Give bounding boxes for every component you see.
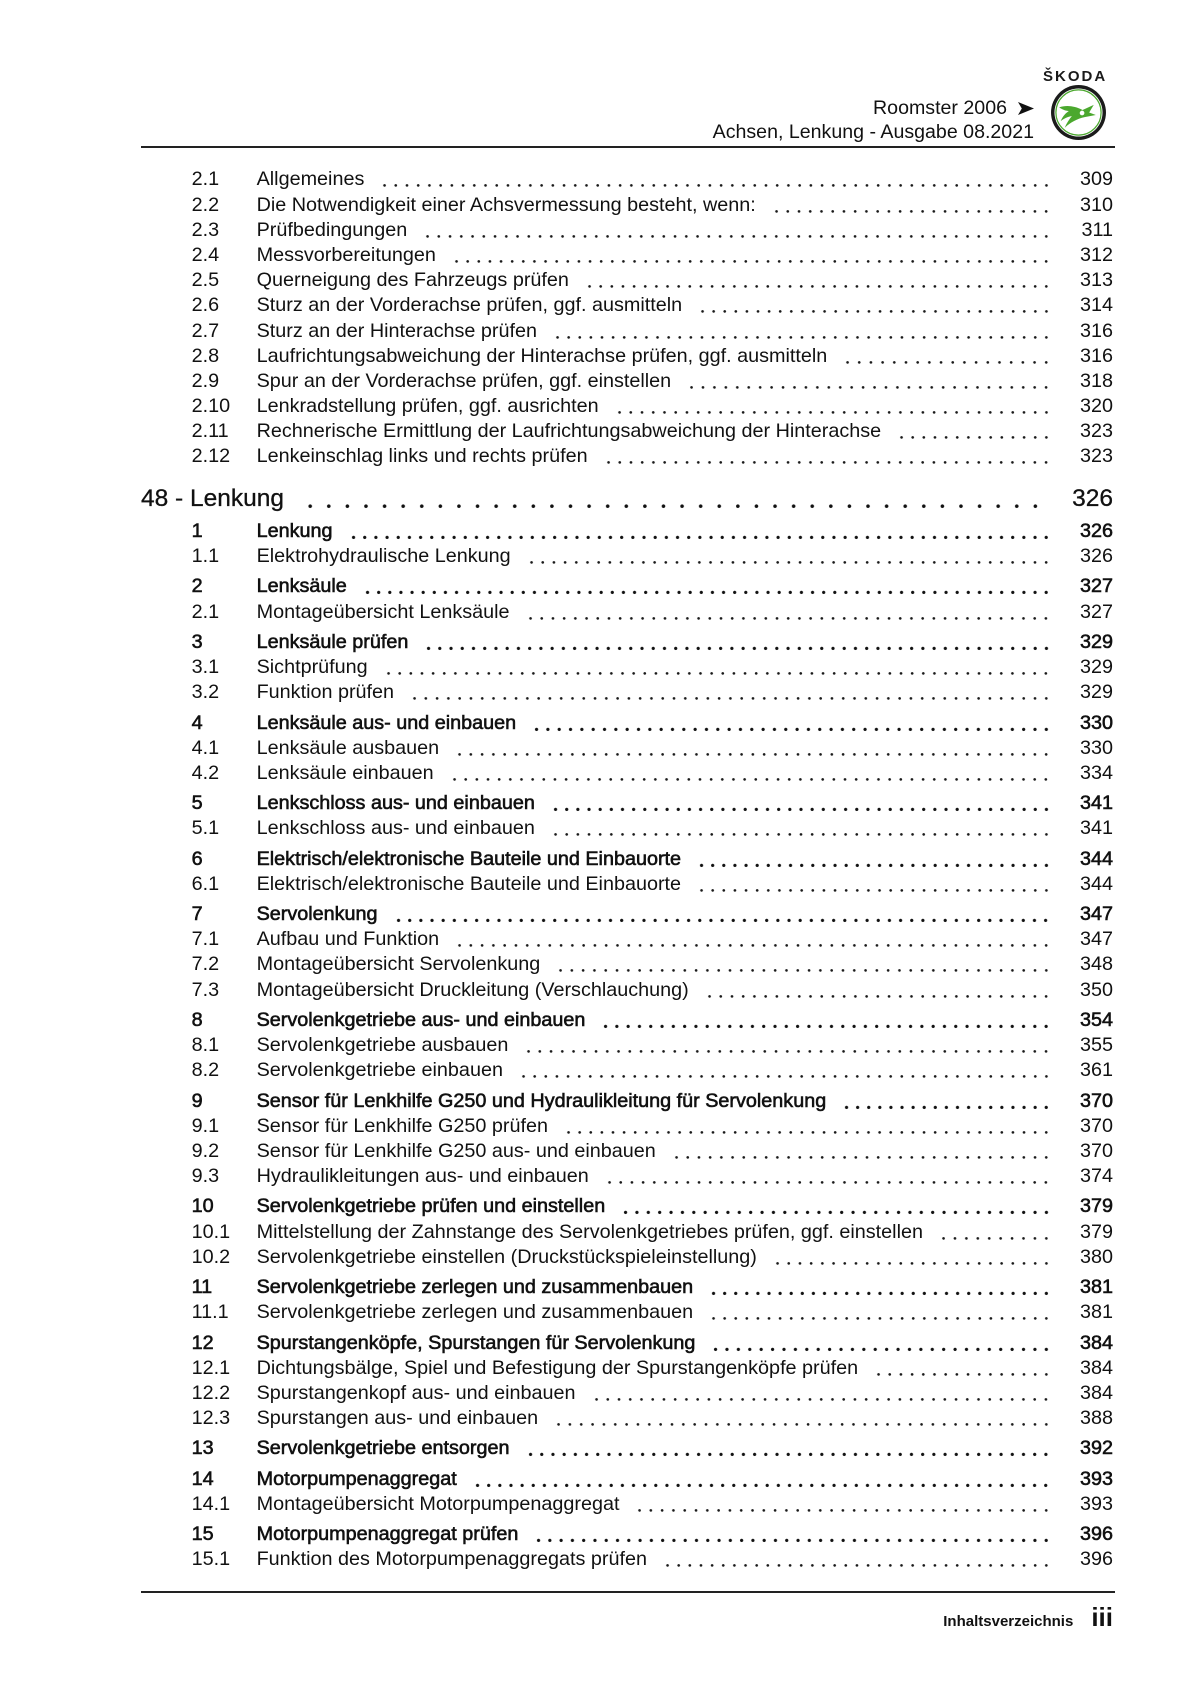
entry-number: 7.3 [191,978,220,1001]
toc-entry[interactable] [0,816,1191,841]
dot-leader [454,736,1052,761]
entry-title: Lenksäule [256,575,347,598]
entry-title: Montageübersicht Lenksäule [256,600,510,623]
entry-number: 9.2 [191,1139,220,1162]
toc-entry[interactable] [0,319,1191,344]
entry-page-number: 329 [1079,656,1113,679]
entry-number: 8 [191,1008,203,1031]
toc-section-entry[interactable] [0,1522,1191,1547]
toc-section-entry[interactable] [0,574,1191,599]
dot-leader [531,711,1052,736]
entry-number: 11 [191,1276,213,1299]
entry-number: 10 [191,1195,214,1218]
entry-title: Aufbau und Funktion [256,928,440,951]
entry-number: 2.8 [191,344,220,367]
entry-number: 2.7 [191,319,220,342]
toc-entry[interactable] [0,419,1191,444]
entry-page-number: 380 [1079,1245,1113,1268]
dot-leader [454,927,1052,952]
toc-entry[interactable] [0,952,1191,977]
entry-title: Montageübersicht Motorpumpenaggregat [256,1492,620,1515]
entry-page-number: 344 [1079,847,1113,870]
dot-leader [379,167,1052,192]
entry-title: Sturz an der Hinterachse prüfen [256,319,537,342]
entry-number: 2.6 [191,294,220,317]
entry-page-number: 316 [1079,344,1113,367]
dot-leader [696,872,1052,897]
dot-leader [553,1406,1052,1431]
entry-page-number: 310 [1079,193,1113,216]
toc-entry[interactable] [0,600,1191,625]
dot-leader [523,1033,1052,1058]
entry-page-number: 334 [1079,761,1113,784]
toc-entry[interactable] [0,1381,1191,1406]
dot-leader [710,1331,1052,1356]
entry-number: 6.1 [191,872,220,895]
entry-title: Montageübersicht Servolenkung [256,953,541,976]
entry-page-number: 341 [1079,792,1113,815]
entry-number: 1.1 [191,545,220,568]
toc-section-entry[interactable] [0,1008,1191,1033]
entry-number: 5 [191,792,203,815]
toc-section-entry[interactable] [0,1467,1191,1492]
dot-leader [533,1522,1052,1547]
toc-section-entry[interactable] [0,1331,1191,1356]
entry-page-number: 329 [1079,681,1113,704]
entry-number: 15.1 [191,1548,231,1571]
entry-title: Lenksäule einbauen [256,761,434,784]
entry-page-number: 327 [1079,575,1113,598]
entry-page-number: 323 [1079,445,1113,468]
entry-number: 2.5 [191,269,220,292]
dot-leader [423,630,1052,655]
toc-section-entry[interactable] [0,1089,1191,1114]
entry-page-number: 327 [1079,600,1113,623]
dot-leader [518,1058,1052,1083]
dot-leader [614,394,1052,419]
entry-title: Messvorbereitungen [256,243,436,266]
toc-section-entry[interactable] [0,791,1191,816]
entry-title: Sturz an der Vorderachse prüfen, ggf. ausmitteln [256,294,683,317]
entry-title: Sensor für Lenkhilfe G250 prüfen [256,1114,549,1137]
entry-page-number: 384 [1079,1381,1113,1404]
entry-title: Spurstangenkopf aus- und einbauen [256,1381,576,1404]
header-divider [141,146,1115,148]
entry-page-number: 326 [1079,520,1113,543]
dot-leader [409,680,1052,705]
entry-number: 14 [191,1467,214,1490]
dot-leader [896,419,1052,444]
entry-number: 3.2 [191,681,220,704]
toc-entry[interactable] [0,1356,1191,1381]
entry-title: Rechnerische Ermittlung der Laufrichtungsabweichung der Hinterachse [256,420,882,443]
dot-leader [771,193,1052,218]
entry-title: Lenksäule aus- und einbauen [256,711,517,734]
dot-leader [873,1356,1052,1381]
dot-leader [697,293,1052,318]
dot-leader [938,1220,1052,1245]
entry-page-number: 354 [1079,1008,1113,1031]
toc-entry[interactable] [0,268,1191,293]
entry-number: 10.1 [191,1220,231,1243]
entry-title: Spurstangenköpfe, Spurstangen für Servolenkung [256,1331,696,1354]
dot-leader [555,952,1052,977]
toc-section-entry[interactable] [0,711,1191,736]
entry-title: Spurstangen aus- und einbauen [256,1407,539,1430]
dot-leader [550,791,1052,816]
toc-entry[interactable] [0,1058,1191,1083]
toc-entry[interactable] [0,680,1191,705]
entry-page-number: 370 [1079,1139,1113,1162]
toc-section-entry[interactable] [0,1275,1191,1300]
entry-title: Die Notwendigkeit einer Achsvermessung besteht, wenn: [256,193,756,216]
model-title: Roomster 2006 [873,96,1007,119]
entry-title: Servolenkgetriebe prüfen und einstellen [256,1195,606,1218]
dot-leader [552,319,1052,344]
entry-page-number: 314 [1079,294,1113,317]
dot-leader [591,1381,1052,1406]
table-of-contents [0,167,1191,1572]
entry-title: Funktion prüfen [256,681,395,704]
entry-number: 2.4 [191,243,220,266]
toc-section-entry[interactable] [0,1436,1191,1461]
chapter-page-number: 326 [1072,484,1113,512]
entry-page-number: 326 [1079,545,1113,568]
toc-entry[interactable] [0,1547,1191,1572]
entry-number: 9.3 [191,1165,220,1188]
entry-title: Sensor für Lenkhilfe G250 aus- und einbauen [256,1139,656,1162]
entry-title: Servolenkgetriebe aus- und einbauen [256,1008,586,1031]
entry-page-number: 344 [1079,872,1113,895]
toc-entry[interactable] [0,927,1191,952]
toc-entry[interactable] [0,1406,1191,1431]
entry-number: 2.9 [191,369,220,392]
toc-entry[interactable] [0,1033,1191,1058]
footer-page-number: iii [1091,1602,1113,1632]
toc-entry[interactable] [0,243,1191,268]
entry-title: Servolenkgetriebe zerlegen und zusammenbauen [256,1276,694,1299]
entry-title: Allgemeines [256,168,365,191]
skoda-logo-icon [1050,84,1107,141]
dot-leader [393,902,1052,927]
entry-number: 15 [191,1523,214,1546]
dot-leader [525,1436,1052,1461]
entry-page-number: 330 [1079,711,1113,734]
toc-entry[interactable] [0,872,1191,897]
entry-page-number: 350 [1079,978,1113,1001]
dot-leader [708,1275,1052,1300]
header-model-line [873,96,1034,121]
entry-title: Lenkschloss aus- und einbauen [256,817,535,840]
entry-number: 13 [191,1437,214,1460]
entry-number: 6 [191,847,203,870]
entry-title: Servolenkung [256,903,378,926]
entry-title: Servolenkgetriebe entsorgen [256,1437,510,1460]
dot-leader [472,1467,1052,1492]
entry-number: 12.3 [191,1407,231,1430]
entry-number: 7 [191,903,203,926]
toc-section-entry[interactable] [0,630,1191,655]
entry-number: 2.12 [191,445,231,468]
entry-page-number: 311 [1081,218,1113,241]
entry-title: Elektrisch/elektronische Bauteile und Einbauorte [256,872,682,895]
entry-number: 8.1 [191,1034,220,1057]
entry-title: Motorpumpenaggregat prüfen [256,1523,519,1546]
dot-leader [526,544,1052,569]
toc-section-2-list [0,167,1191,469]
entry-number: 12.1 [191,1356,231,1379]
entry-number: 4 [191,711,203,734]
toc-section-entry[interactable] [0,519,1191,544]
entry-page-number: 379 [1079,1195,1113,1218]
toc-entry[interactable] [0,544,1191,569]
footer-section-label: Inhaltsverzeichnis [943,1613,1074,1630]
entry-title: Servolenkgetriebe einstellen (Druckstückspieleinstellung) [256,1245,757,1268]
entry-number: 7.1 [191,928,220,951]
toc-section-entry[interactable] [0,847,1191,872]
toc-entry[interactable] [0,293,1191,318]
toc-entry[interactable] [0,1114,1191,1139]
entry-title: Servolenkgetriebe einbauen [256,1059,503,1082]
entry-number: 12 [191,1331,214,1354]
entry-title: Hydraulikleitungen aus- und einbauen [256,1165,589,1188]
dot-leader [662,1547,1052,1572]
toc-entry[interactable] [0,218,1191,243]
skoda-wordmark: ŠKODA [1043,68,1108,85]
header-subtitle: Achsen, Lenkung - Ausgabe 08.2021 [712,120,1034,143]
dot-leader [600,1008,1052,1033]
entry-title: Prüfbedingungen [256,218,408,241]
entry-page-number: 348 [1079,953,1113,976]
toc-entry[interactable] [0,1300,1191,1325]
entry-page-number: 347 [1079,903,1113,926]
dot-leader [449,761,1052,786]
dot-leader [842,344,1052,369]
entry-number: 3 [191,630,203,653]
entry-number: 10.2 [191,1245,231,1268]
dot-leader [708,1300,1052,1325]
dot-leader [634,1492,1052,1517]
entry-number: 8.2 [191,1059,220,1082]
entry-title: Spur an der Vorderachse prüfen, ggf. einstellen [256,369,672,392]
entry-title: Servolenkgetriebe zerlegen und zusammenbauen [256,1301,694,1324]
entry-title: Servolenkgetriebe ausbauen [256,1034,509,1057]
entry-title: Lenkschloss aus- und einbauen [256,792,535,815]
entry-title: Lenkeinschlag links und rechts prüfen [256,445,588,468]
toc-entry[interactable] [0,167,1191,192]
entry-page-number: 330 [1079,736,1113,759]
entry-page-number: 396 [1079,1548,1113,1571]
entry-page-number: 393 [1079,1492,1113,1515]
toc-entry[interactable] [0,1245,1191,1270]
entry-number: 2.2 [191,193,220,216]
entry-page-number: 347 [1079,928,1113,951]
entry-number: 2.1 [191,168,220,191]
entry-title: Elektrohydraulische Lenkung [256,545,511,568]
entry-number: 2.3 [191,218,220,241]
entry-title: Motorpumpenaggregat [256,1467,457,1490]
dot-leader [772,1245,1052,1270]
entry-page-number: 393 [1079,1467,1113,1490]
entry-number: 2.11 [191,420,229,443]
page-footer [943,1602,1113,1633]
dot-leader [704,978,1052,1003]
toc-chapter-48-list [0,519,1191,1572]
entry-title: Sensor für Lenkhilfe G250 und Hydraulikleitung für Servolenkung [256,1089,827,1112]
dot-leader [620,1194,1052,1219]
dot-leader [584,268,1052,293]
dot-leader [383,655,1052,680]
dot-leader [841,1089,1052,1114]
arrow-right-icon [1018,102,1034,115]
entry-page-number: 316 [1079,319,1113,342]
dot-leader [362,574,1052,599]
entry-number: 14.1 [191,1492,231,1515]
entry-title: Lenksäule ausbauen [256,736,440,759]
entry-title: Lenkung [256,520,333,543]
dot-leader [686,369,1052,394]
entry-title: Dichtungsbälge, Spiel und Befestigung der Spurstangenköpfe prüfen [256,1356,859,1379]
toc-entry[interactable] [0,1139,1191,1164]
dot-leader [451,243,1052,268]
toc-entry[interactable] [0,761,1191,786]
entry-page-number: 355 [1079,1034,1113,1057]
entry-number: 1 [191,520,203,543]
toc-section-entry[interactable] [0,1194,1191,1219]
toc-entry[interactable] [0,1164,1191,1189]
toc-entry[interactable] [0,978,1191,1003]
entry-page-number: 341 [1079,817,1113,840]
entry-page-number: 312 [1079,243,1113,266]
dot-leader [422,218,1052,243]
entry-title: Querneigung des Fahrzeugs prüfen [256,269,569,292]
entry-number: 2.10 [191,395,231,418]
toc-entry[interactable] [0,1220,1191,1245]
entry-title: Elektrisch/elektronische Bauteile und Einbauorte [256,847,682,870]
entry-number: 12.2 [191,1381,231,1404]
entry-page-number: 323 [1079,420,1113,443]
entry-title: Lenkradstellung prüfen, ggf. ausrichten [256,395,599,418]
dot-leader [603,444,1052,469]
dot-leader [563,1114,1052,1139]
entry-title: Mittelstellung der Zahnstange des Servolenkgetriebes prüfen, ggf. einstellen [256,1220,923,1243]
entry-number: 4.2 [191,761,220,784]
dot-leader [301,484,1045,514]
toc-entry[interactable] [0,394,1191,419]
entry-page-number: 329 [1079,630,1113,653]
entry-page-number: 318 [1079,369,1113,392]
entry-title: Laufrichtungsabweichung der Hinterachse prüfen, ggf. ausmitteln [256,344,828,367]
entry-page-number: 392 [1079,1437,1113,1460]
toc-entry[interactable] [0,369,1191,394]
entry-number: 5.1 [191,817,220,840]
dot-leader [604,1164,1052,1189]
entry-number: 3.1 [191,656,220,679]
toc-section-entry[interactable] [0,902,1191,927]
toc-entry[interactable] [0,1492,1191,1517]
footer-divider [141,1591,1115,1593]
entry-page-number: 381 [1079,1301,1113,1324]
entry-page-number: 320 [1079,395,1113,418]
entry-page-number: 388 [1079,1407,1113,1430]
entry-page-number: 384 [1079,1331,1113,1354]
chapter-title: 48 - Lenkung [141,484,285,512]
entry-page-number: 370 [1079,1114,1113,1137]
toc-chapter-heading[interactable] [0,484,1191,514]
entry-page-number: 396 [1079,1523,1113,1546]
entry-title: Lenksäule prüfen [256,630,409,653]
entry-number: 11.1 [191,1301,229,1324]
entry-number: 7.2 [191,953,220,976]
entry-number: 9 [191,1089,203,1112]
toc-entry[interactable] [0,444,1191,469]
entry-number: 2 [191,575,203,598]
entry-title: Sichtprüfung [256,656,368,679]
toc-entry[interactable] [0,193,1191,218]
entry-title: Montageübersicht Druckleitung (Verschlauchung) [256,978,689,1001]
entry-page-number: 309 [1079,168,1113,191]
entry-page-number: 381 [1079,1276,1113,1299]
toc-entry[interactable] [0,344,1191,369]
dot-leader [348,519,1053,544]
dot-leader [525,600,1052,625]
entry-page-number: 370 [1079,1089,1113,1112]
entry-page-number: 313 [1079,269,1113,292]
entry-number: 9.1 [191,1114,220,1137]
toc-entry[interactable] [0,655,1191,680]
dot-leader [550,816,1052,841]
entry-page-number: 379 [1079,1220,1113,1243]
entry-page-number: 384 [1079,1356,1113,1379]
entry-title: Funktion des Motorpumpenaggregats prüfen [256,1548,647,1571]
dot-leader [696,847,1052,872]
dot-leader [671,1139,1052,1164]
entry-number: 2.1 [191,600,220,623]
toc-entry[interactable] [0,736,1191,761]
entry-page-number: 374 [1079,1165,1113,1188]
entry-page-number: 361 [1079,1059,1113,1082]
entry-number: 4.1 [191,736,220,759]
